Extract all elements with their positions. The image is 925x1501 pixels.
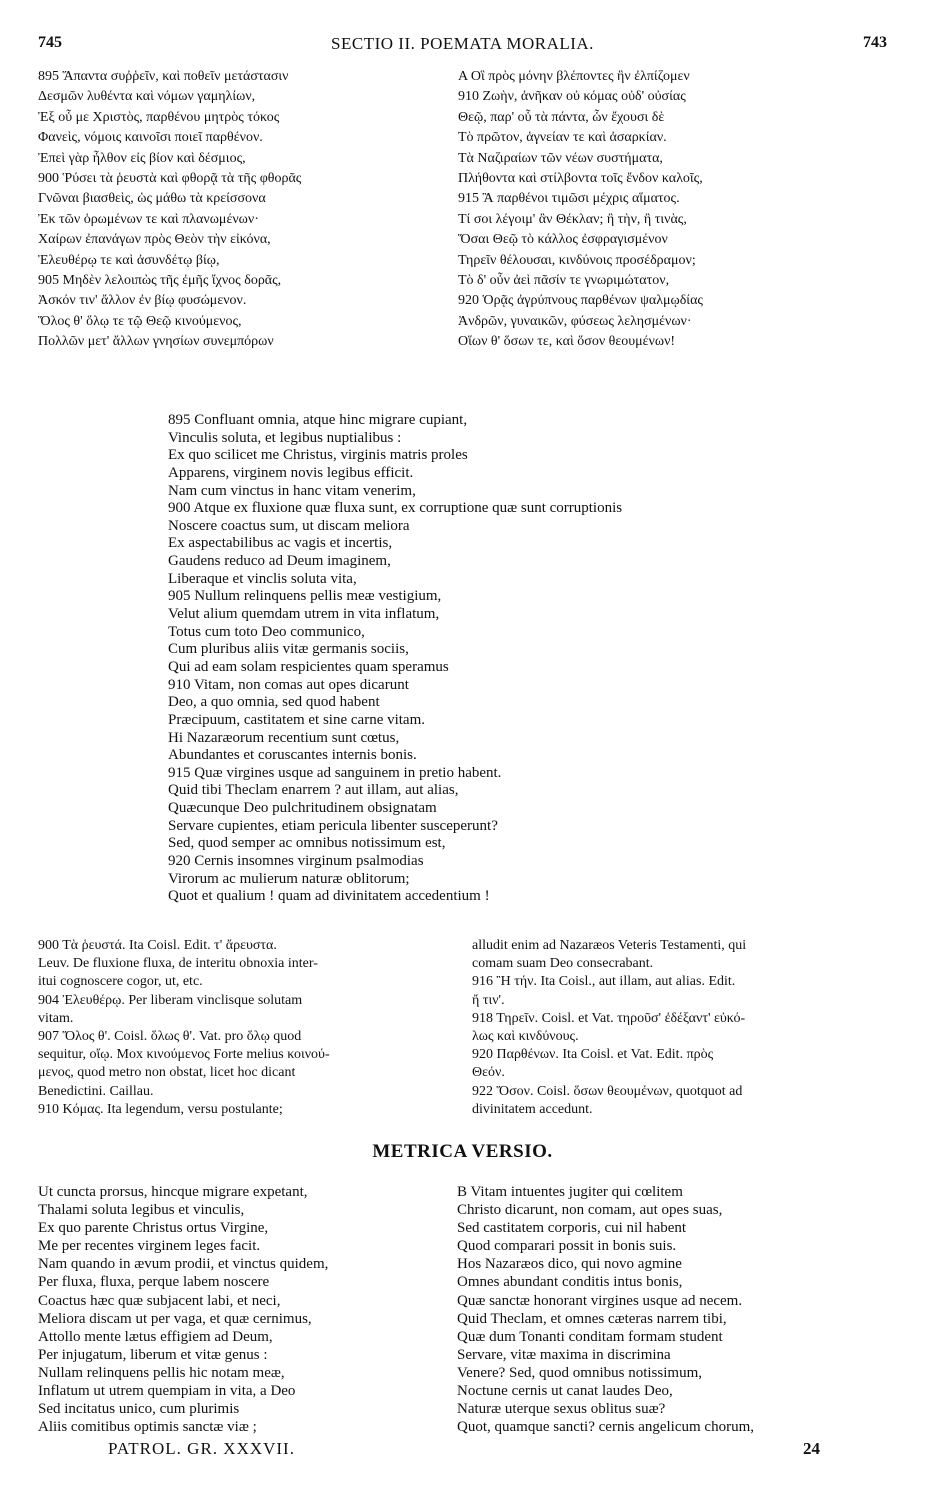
latin-line: Noscere coactus sum, ut discam meliora [168, 517, 410, 534]
latin-line: Ex aspectabilibus ac vagis et incertis, [168, 535, 393, 552]
verse-line: Per fluxa, fluxa, perque labem noscere [38, 1274, 270, 1291]
verse-line: Nullam relinquens pellis hic notam meæ, [38, 1364, 285, 1381]
latin-line: Vinculis soluta, et legibus nuptialibus : [168, 429, 402, 446]
latin-line: Quæcunque Deo pulchritudinem obsignatam [168, 800, 437, 817]
latin-line: Præcipuum, castitatem et sine carne vitam. [168, 711, 426, 728]
greek-line: Ἐλευθέρῳ τε καὶ ἀσυνδέτῳ βίῳ, [38, 252, 220, 268]
latin-line: Quot et qualium ! quam ad divinitatem accedentium ! [168, 888, 490, 905]
verse-line: Quæ sanctæ honorant virgines usque ad necem. [457, 1292, 743, 1309]
verse-line: Naturæ uterque sexus oblitus suæ? [457, 1401, 666, 1418]
latin-line: Gaudens reduco ad Deum imaginem, [168, 553, 391, 570]
footnote-line: 922 Ὅσον. Coisl. ὅσων θεουμένων, quotquot ad [472, 1083, 743, 1099]
footnote-line: 907 Ὅλος θ'. Coisl. ὅλως θ'. Vat. pro ὅλῳ quod [38, 1028, 302, 1044]
verse-line: Christo dicarunt, non comam, aut opes suas, [457, 1202, 723, 1219]
verse-line: Ut cuncta prorsus, hincque migrare expetant, [38, 1184, 308, 1200]
greek-text-right-column [458, 67, 888, 352]
footnote-line: Benedictini. Caillau. [38, 1083, 154, 1099]
greek-line: Γνῶναι βιασθεὶς, ὡς μάθω τὰ κρείσσονα [38, 191, 266, 207]
footnote-line: ἤ τιν'. [472, 992, 505, 1008]
greek-line: Ὅλος θ' ὅλῳ τε τῷ Θεῷ κινούμενος, [38, 313, 242, 329]
greek-line: A Οἳ πρὸς μόνην βλέποντες ἣν ἐλπίζομεν [458, 69, 690, 84]
latin-line: 900 Atque ex fluxione quæ fluxa sunt, ex corruptione quæ sunt corruptionis [168, 500, 623, 517]
verse-line: Me per recentes virginem leges facit. [38, 1238, 261, 1255]
latin-line: Nam cum vinctus in hanc vitam venerim, [168, 482, 416, 499]
greek-line: Τὰ Ναζιραίων τῶν νέων συστήματα, [458, 150, 663, 166]
verse-line: B Vitam intuentes jugiter qui cœlitem [457, 1184, 683, 1200]
footnote-line: alludit enim ad Nazaræos Veteris Testamenti, qui [472, 938, 747, 953]
footnote-line: Θεόν. [472, 1065, 505, 1081]
verse-line: Quod comparari possit in bonis suis. [457, 1238, 677, 1255]
footnote-line: 916 Ἢ τήν. Ita Coisl., aut illam, aut alias. Edit. [472, 974, 736, 990]
greek-line: Ἀνδρῶν, γυναικῶν, φύσεως λελησμένων· [458, 313, 692, 329]
verse-line: Venere? Sed, quod omnibus notissimum, [457, 1364, 702, 1381]
footer-sheet-number: 24 [803, 1439, 820, 1458]
footnote-line: 918 Τηρεῖν. Coisl. et Vat. τηροῦσ' ἐδέξαντ' εὐκό- [472, 1010, 746, 1026]
footnote-line: divinitatem accedunt. [472, 1101, 593, 1117]
verse-line: Quid Theclam, et omnes cæteras narrem tibi, [457, 1310, 727, 1327]
greek-line: Πλήθοντα καὶ στίλβοντα τοῖς ἔνδον καλοῖς, [458, 170, 703, 186]
latin-line: Quid tibi Theclam enarrem ? aut illam, aut alias, [168, 782, 459, 799]
greek-line: Τηρεῖν θέλουσαι, κινδύνοις προσέδραμον; [458, 252, 696, 268]
metrical-verse-left-column [38, 1183, 458, 1436]
footnotes-right-column [472, 937, 892, 1119]
page-number-right: 743 [863, 34, 887, 51]
verse-line: Thalami soluta legibus et vinculis, [38, 1202, 245, 1219]
latin-line: 905 Nullum relinquens pellis meæ vestigium, [168, 588, 442, 605]
latin-translation-block [168, 412, 808, 906]
verse-line: Omnes abundant conditis intus bonis, [457, 1274, 683, 1291]
latin-line: Ex quo scilicet me Christus, virginis matris proles [168, 447, 468, 464]
metrica-versio-heading: METRICA VERSIO. [372, 1141, 553, 1162]
greek-line: Πολλῶν μετ' ἄλλων γνησίων συνεμπόρων [38, 334, 274, 350]
verse-line: Quæ dum Tonanti conditam formam student [457, 1328, 723, 1345]
verse-line: Nam quando in ævum prodii, et vinctus quidem, [38, 1256, 329, 1273]
section-title: SECTIO II. POEMATA MORALIA. [331, 34, 594, 53]
footnote-line: vitam. [38, 1010, 74, 1026]
greek-line: Τὸ δ' οὖν ἀεὶ πᾶσίν τε γνωριμώτατον, [458, 272, 670, 288]
verse-line: Hos Nazaræos dico, qui novo agmine [457, 1256, 682, 1273]
footnote-line: λως καὶ κινδύνους. [472, 1028, 579, 1044]
latin-line: Sed, quod semper ac omnibus notissimum est, [168, 835, 446, 852]
footnote-line: itui cognoscere cogor, ut, etc. [38, 974, 203, 990]
verse-line: Per injugatum, liberum et vitæ genus : [38, 1346, 268, 1363]
latin-line: 915 Quæ virgines usque ad sanguinem in pretio habent. [168, 764, 502, 781]
latin-line: Velut alium quemdam utrem in vita inflatum, [168, 606, 440, 623]
latin-line: 910 Vitam, non comas aut opes dicarunt [168, 676, 409, 693]
latin-line: Qui ad eam solam respicientes quam speramus [168, 658, 449, 675]
verse-line: Sed incitatus unico, cum plurimis [38, 1401, 240, 1418]
greek-line: Ἐκ τῶν ὁρωμένων τε καὶ πλανωμένων· [38, 211, 259, 227]
latin-line: Apparens, virginem novis legibus efficit. [168, 464, 414, 481]
footnote-line: μενος, quod metro non obstat, licet hoc dicant [38, 1065, 296, 1081]
page-number-left: 745 [38, 34, 62, 51]
footnote-line: comam suam Deo consecrabant. [472, 956, 654, 972]
footnote-line: 900 Τὰ ῥευστά. Ita Coisl. Edit. τ' ἄρευστα. [38, 938, 277, 953]
footnote-line: 910 Κόμας. Ita legendum, versu postulante; [38, 1101, 283, 1117]
verse-line: Coactus hæc quæ subjacent labi, et neci, [38, 1292, 281, 1309]
latin-line: Liberaque et vinclis soluta vita, [168, 570, 357, 587]
greek-line: 915 Ἃ παρθένοι τιμῶσι μέχρις αἵματος. [458, 191, 680, 207]
greek-line: 895 Ἅπαντα συῤῥεῖν, καὶ ποθεῖν μετάστασιν [38, 69, 289, 84]
page-header [38, 34, 887, 56]
latin-line: Servare cupientes, etiam pericula libenter susceperunt? [168, 817, 498, 834]
greek-line: Ἐξ οὗ με Χριστὸς, παρθένου μητρὸς τόκος [38, 109, 280, 125]
verse-line: Meliora discam ut per vaga, et quæ cernimus, [38, 1310, 312, 1327]
metrical-verse-right-column [457, 1183, 897, 1436]
greek-line: 910 Ζωὴν, ἀνῆκαν οὐ κόμας οὐδ' οὐσίας [458, 89, 686, 105]
latin-line: Virorum ac mulierum naturæ oblitorum; [168, 870, 410, 887]
footnote-line: sequitur, οἴῳ. Mox κινούμενος Forte melius κοινού- [38, 1047, 330, 1063]
greek-line: Φανεὶς, νόμοις καινοῖσι ποιεῖ παρθένον. [38, 130, 263, 146]
footer-signature: PATROL. GR. XXXVII. [108, 1439, 295, 1458]
footnote-line: 920 Παρθένων. Ita Coisl. et Vat. Edit. πρὸς [472, 1047, 714, 1063]
footnotes-left-column [38, 937, 453, 1119]
greek-line: Θεῷ, παρ' οὗ τὰ πάντα, ὧν ἔχουσι δὲ [458, 109, 665, 125]
verse-line: Sed castitatem corporis, cui nil habent [457, 1220, 687, 1237]
greek-line: 905 Μηδὲν λελοιπὼς τῆς ἐμῆς ἴχνος δορᾶς, [38, 272, 282, 288]
latin-line: 920 Cernis insomnes virginum psalmodias [168, 853, 424, 870]
greek-line: Οἵων θ' ὅσων τε, καὶ ὅσον θεουμένων! [458, 334, 676, 350]
verse-line: Servare, vitæ maxima in discrimina [457, 1346, 671, 1363]
greek-line: 920 Ὁρᾷς ἀγρύπνους παρθένων ψαλμῳδίας [458, 293, 703, 309]
footnote-line: 904 Ἐλευθέρῳ. Per liberam vinclisque solutam [38, 992, 303, 1008]
verse-line: Ex quo parente Christus ortus Virgine, [38, 1220, 269, 1237]
footnote-line: Leuv. De fluxione fluxa, de interitu obnoxia inter- [38, 956, 318, 972]
greek-text-left-column [38, 67, 458, 352]
latin-line: Totus cum toto Deo communico, [168, 623, 365, 640]
latin-line: Hi Nazaræorum recentium sunt cœtus, [168, 729, 400, 746]
greek-line: 900 Ῥύσει τὰ ῥευστὰ καὶ φθορᾷ τὰ τῆς φθορᾶς [38, 170, 302, 186]
verse-line: Aliis comitibus optimis sanctæ viæ ; [38, 1419, 257, 1436]
greek-line: Δεσμῶν λυθέντα καὶ νόμων γαμηλίων, [38, 89, 256, 105]
verse-line: Noctune cernis ut canat laudes Deo, [457, 1383, 673, 1400]
greek-line: Ἀσκόν τιν' ἄλλον ἐν βίῳ φυσώμενον. [38, 293, 247, 309]
greek-line: Τί σοι λέγοιμ' ἂν Θέκλαν; ἢ τὴν, ἢ τινὰς, [458, 211, 687, 227]
greek-line: Τὸ πρῶτον, ἁγνείαν τε καὶ ἀσαρκίαν. [458, 130, 667, 146]
greek-line: Χαίρων ἐπανάγων πρὸς Θεὸν τὴν εἰκόνα, [38, 232, 271, 248]
verse-line: Inflatum ut utrem quempiam in vita, a Deo [38, 1383, 296, 1400]
verse-line: Quot, quamque sancti? cernis angelicum chorum, [457, 1419, 754, 1436]
latin-line: Abundantes et coruscantes internis bonis. [168, 747, 417, 764]
greek-line: Ὅσαι Θεῷ τὸ κάλλος ἐσφραγισμένον [458, 232, 668, 248]
verse-line: Attollo mente lætus effigiem ad Deum, [38, 1328, 273, 1345]
latin-line: Deo, a quo omnia, sed quod habent [168, 694, 380, 711]
latin-line: Cum pluribus aliis vitæ germanis sociis, [168, 641, 409, 658]
latin-line: 895 Confluant omnia, atque hinc migrare cupiant, [168, 412, 468, 428]
greek-line: Ἐπεὶ γὰρ ἦλθον εἰς βίον καὶ δέσμιος, [38, 150, 246, 166]
